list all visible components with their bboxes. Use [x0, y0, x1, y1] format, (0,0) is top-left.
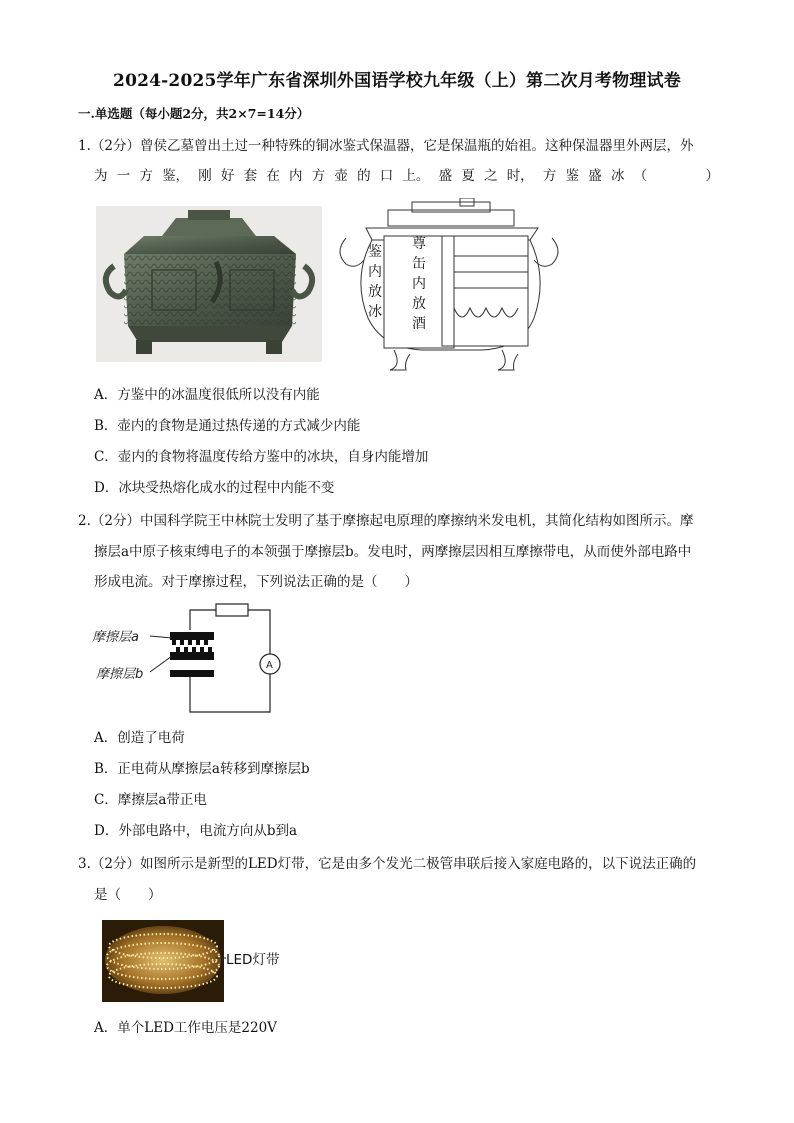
q3-option-a[interactable]: A．单个LED工作电压是220V: [94, 1020, 277, 1036]
bronze-jian-photo: [96, 206, 322, 362]
led-label-leader: [216, 956, 226, 960]
q1-option-d[interactable]: D．冰块受热熔化成水的过程中内能不变: [94, 480, 335, 496]
q2-stem-line-3: 形成电流。对于摩擦过程，下列说法正确的是（ ）: [94, 574, 418, 590]
q1-char: 盛: [588, 168, 602, 184]
q1-char: 方: [311, 168, 326, 184]
q1-char: 时，: [506, 168, 534, 184]
led-strip-label: LED灯带: [226, 952, 280, 968]
section-heading: 一.单选题（每小题2分，共2×7=14分）: [78, 106, 310, 121]
page-title: 2024-2025学年广东省深圳外国语学校九年级（上）第二次月考物理试卷: [113, 71, 681, 91]
q1-char: 壶: [334, 168, 348, 184]
q2-stem-line-1: 2.（2分）中国科学院王中林院士发明了基于摩擦起电原理的摩擦纳米发电机，其简化结构如图所示。摩: [78, 513, 694, 529]
q1-char: 鉴，: [162, 168, 190, 184]
q2-stem-line-2: 擦层a中原子核束缚电子的本领强于摩擦层b。发电时，两摩擦层因相互摩擦带电，从而使外部电路中: [94, 544, 692, 560]
label-right-4: 放: [412, 296, 426, 312]
q1-char: 鉴: [565, 168, 580, 184]
q1-option-c[interactable]: C．壶内的食物将温度传给方鉴中的冰块，自身内能增加: [94, 449, 429, 465]
q1-char: 冰: [610, 168, 625, 184]
q1-char: 一: [116, 168, 131, 184]
q2-option-d[interactable]: D．外部电路中，电流方向从b到a: [94, 823, 298, 839]
q1-char: ）: [705, 168, 719, 184]
label-left-1: 鉴: [368, 244, 382, 260]
q1-char: 好: [220, 168, 235, 184]
q1-char: 方: [139, 168, 153, 184]
label-friction-layer-b: 摩擦层b: [96, 667, 144, 682]
q1-char: 口: [379, 168, 394, 184]
q2-option-a[interactable]: A．创造了电荷: [94, 730, 185, 746]
q1-char: （: [633, 168, 648, 184]
q1-option-a[interactable]: A．方鉴中的冰温度很低所以没有内能: [94, 387, 320, 403]
jian-cross-section-diagram: [332, 198, 562, 374]
q1-char: 在: [266, 168, 280, 184]
label-right-2: 缶: [412, 256, 426, 272]
q1-char: 的: [357, 168, 371, 184]
q1-char: 方: [542, 168, 557, 184]
label-left-2: 内: [368, 264, 382, 280]
q1-char: 刚: [198, 168, 212, 184]
q1-stem-line-2: [94, 167, 719, 185]
triboelectric-circuit-diagram: [92, 600, 292, 718]
friction-layer-b-plate: [170, 652, 214, 660]
label-left-4: 冰: [368, 304, 382, 320]
label-left-3: 放: [368, 284, 382, 300]
label-right-5: 酒: [412, 316, 426, 332]
ammeter-symbol: A: [266, 660, 273, 671]
q1-option-b[interactable]: B．壶内的食物是通过热传递的方式减少内能: [94, 418, 361, 434]
q1-blank: [656, 167, 696, 185]
q3-stem-line-2: 是（ ）: [94, 887, 162, 903]
q1-char: 内: [289, 168, 303, 184]
q1-char: 之: [484, 168, 498, 184]
led-strip-photo: [102, 920, 224, 1002]
q1-stem-line-1: 1.（2分）曾侯乙墓曾出土过一种特殊的铜冰鉴式保温器，它是保温瓶的始祖。这种保温器里外两层，外: [78, 138, 694, 154]
q2-option-b[interactable]: B．正电荷从摩擦层a转移到摩擦层b: [94, 761, 310, 777]
label-right-1: 尊: [412, 236, 426, 252]
label-friction-layer-a: 摩擦层a: [92, 630, 139, 645]
q1-char: 套: [243, 168, 258, 184]
q1-char: 为: [94, 168, 108, 184]
q1-char: 盛: [438, 168, 453, 184]
q1-char: 上。: [402, 168, 430, 184]
q2-option-c[interactable]: C．摩擦层a带正电: [94, 792, 207, 808]
label-right-3: 内: [412, 276, 426, 292]
q3-stem-line-1: 3.（2分）如图所示是新型的LED灯带，它是由多个发光二极管串联后接入家庭电路的，以下说法正确的: [78, 856, 697, 872]
q1-char: 夏: [461, 168, 475, 184]
friction-layer-a-plate: [170, 632, 214, 640]
